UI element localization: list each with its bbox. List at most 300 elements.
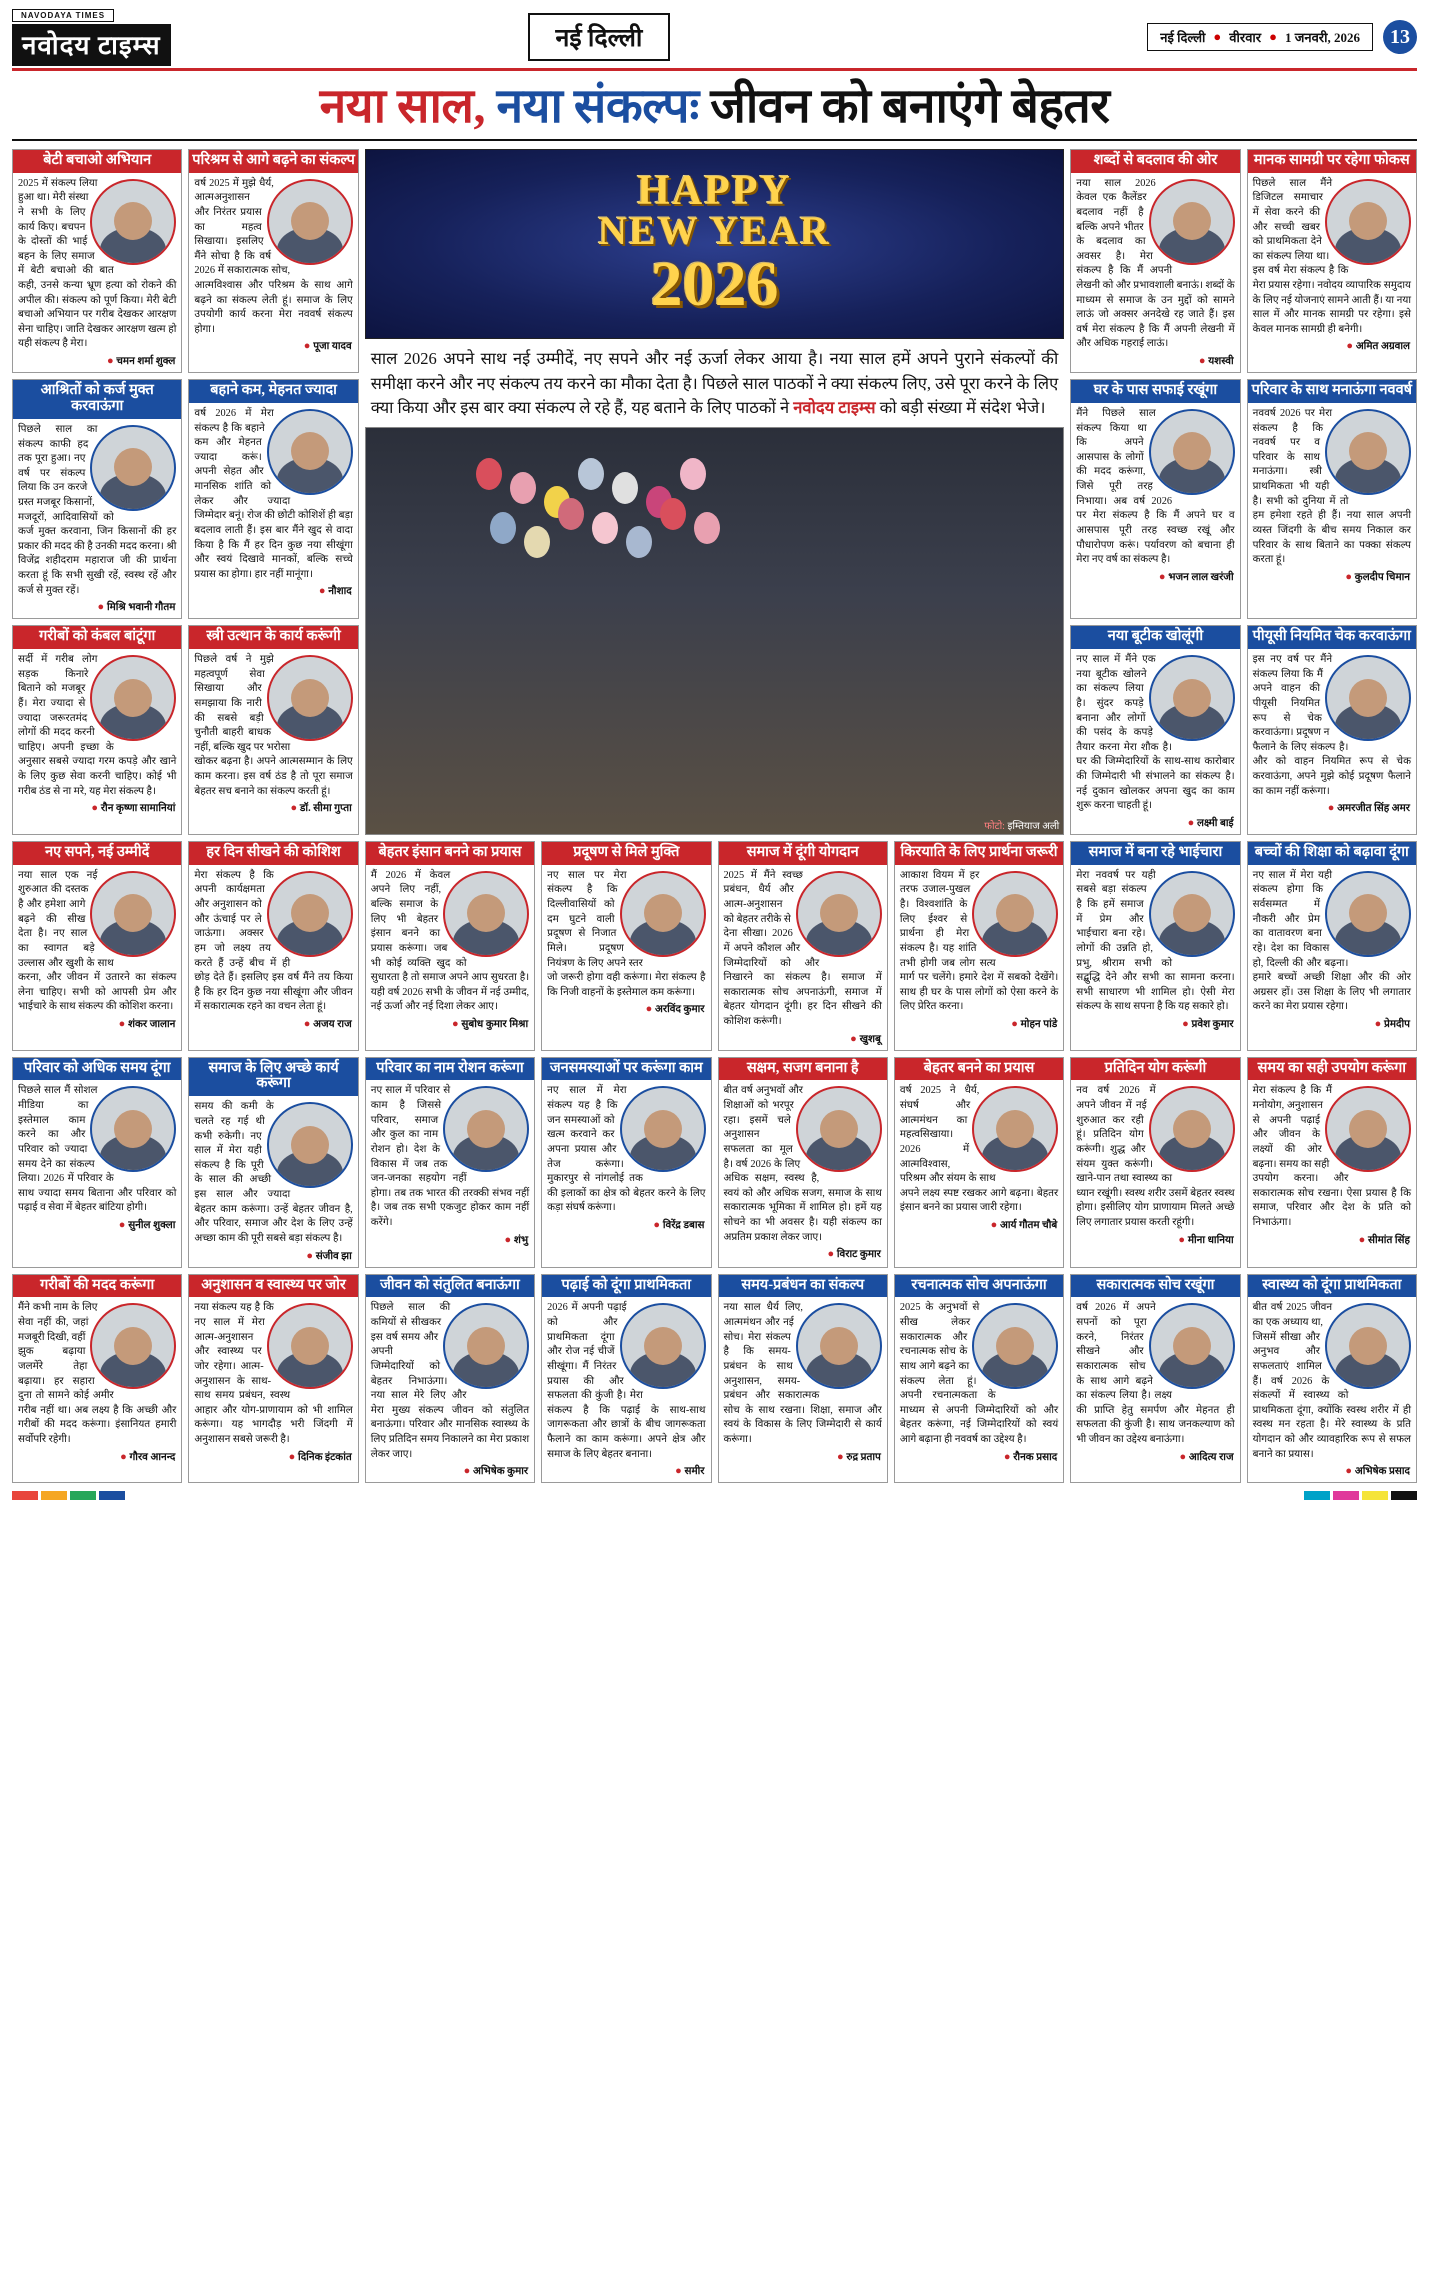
masthead <box>12 10 1417 66</box>
card-byline <box>542 1216 710 1232</box>
contributor-photo <box>1325 179 1411 265</box>
card-byline <box>1071 568 1239 584</box>
card-body <box>13 419 181 598</box>
card-title: किरयाति के लिए प्रार्थना जरूरी <box>895 842 1063 865</box>
bullet-icon: ● <box>1178 1233 1188 1246</box>
card-text: मेरा संकल्प है कि मैं मनोयोग, अनुशासन से अपनी पढ़ाई और जीवन के लक्ष्यों की ओर बढ़ना। समय का सही उपयोग करना। और सकारात्मक सोच रखना। ऐसा प्रयास है कि समाज, परिवार और देश के प्रति को निभाऊंगा। <box>1252 1085 1411 1228</box>
bullet-icon: ● <box>850 1032 860 1045</box>
card-body <box>13 173 181 352</box>
card-body <box>542 1080 710 1215</box>
resolution-card <box>1247 149 1417 373</box>
balloon-decoration <box>592 512 618 544</box>
resolution-card <box>1247 379 1417 619</box>
card-title: प्रदूषण से मिले मुक्ति <box>542 842 710 865</box>
contributor-photo <box>1149 655 1235 741</box>
contributor-photo <box>267 871 353 957</box>
contributor-photo <box>1149 1303 1235 1389</box>
card-title: समाज में दूंगी योगदान <box>719 842 887 865</box>
card-text: वर्ष 2025 में मुझे धैर्य, आत्मअनुशासन और निरंतर प्रयास का महत्व सिखाया। इसलिए मैंने सोचा है कि वर्ष 2026 में सकारात्मक सोच, आत्मविश्वास और परिश्रम के साथ आगे बढ़ने का संकल्प लेती हूं। समाज के लिए उपयोगी कार्य करना मेरा नववर्ष संकल्प होगा। <box>194 177 353 335</box>
card-byline <box>366 1231 534 1247</box>
contributor-name: सुनील शुक्ला <box>128 1219 176 1231</box>
card-text: नए साल में मैंने एक नया बूटीक खोलने का संकल्प लिया है। सुंदर कपड़े बनाना और लोगों की पसंद के कपड़े तैयार करना मेरा शौक है। घर की जिम्मेदारियों के साथ-साथ कारोबार की जिम्मेदारी भी संभालने का संकल्प है। नई दुकान खोलकर अपना खुद का काम शुरू करना चाहती हूं। <box>1076 654 1235 812</box>
card-text: नववर्ष 2026 पर मेरा संकल्प है कि नववर्ष पर व परिवार के साथ मनाऊंगा। स्त्री प्राथमिकता भी यही है। सभी को दुनिया में तो हम हमेशा रहते ही हैं। नया साल अपनी व्यस्त जिंदगी के बीच समय निकाल कर परिवार के साथ बिताने का पक्का संकल्प करता हूं। <box>1252 408 1411 566</box>
card-byline <box>1248 1462 1416 1478</box>
card-text: पिछले साल मैं सोशल मीडिया का इस्तेमाल काम करने का और परिवार को ज्यादा समय देने का संकल्प लिया। 2026 में परिवार के साथ ज्यादा समय बिताना और परिवार को पढ़ाई व सेवा में बेहतर बांटिया होगी। <box>18 1085 177 1214</box>
card-byline <box>1071 1231 1239 1247</box>
contributor-name: प्रेमदीप <box>1384 1018 1410 1030</box>
dateline-separator-1: ● <box>1213 29 1222 44</box>
card-body <box>895 1297 1063 1447</box>
balloon-decoration <box>524 526 550 558</box>
bullet-icon: ● <box>1003 1450 1014 1463</box>
balloon-decoration <box>476 458 502 490</box>
color-registration-bar <box>12 1491 1417 1506</box>
resolution-card <box>1247 625 1417 835</box>
contributor-name: पूजा यादव <box>313 341 352 353</box>
contributor-name: रौनक प्रसाद <box>1013 1451 1058 1463</box>
balloon-decoration <box>612 472 638 504</box>
card-body <box>895 865 1063 1015</box>
photo-credit-name: इम्तियाज अली <box>1007 820 1060 832</box>
page-title-part1: नया साल, <box>319 80 497 133</box>
resolution-card <box>365 1057 535 1268</box>
resolution-card <box>188 149 358 373</box>
contributor-photo <box>972 871 1058 957</box>
card-text: नया साल 2026 केवल एक कैलेंडर बदलाव नहीं है बल्कि अपने भीतर के बदलाव का अवसर है। मेरा संकल्प है कि मैं अपनी लेखनी को और प्रभावशाली बनाऊं। शब्दों के माध्यम से समाज के उन मुद्दों को सामने लाऊं जो अक्सर अनदेखे रह जाते हैं। इस वर्ष मेरा संकल्प है कि मैं अपनी लेखनी में और अधिक गहराई लाऊं। <box>1076 177 1235 350</box>
card-body <box>1248 173 1416 338</box>
card-byline <box>895 1015 1063 1031</box>
card-body <box>1071 649 1239 814</box>
contributor-photo <box>620 871 706 957</box>
contributor-photo <box>90 179 176 265</box>
contributor-photo <box>1149 179 1235 265</box>
card-title: परिश्रम से आगे बढ़ने का संकल्प <box>189 150 357 173</box>
resolution-card <box>1247 1057 1417 1268</box>
resolution-card <box>365 841 535 1051</box>
card-body <box>13 649 181 799</box>
resolution-card <box>894 1057 1064 1268</box>
card-title: शब्दों से बदलाव की ओर <box>1071 150 1239 173</box>
resolution-card <box>12 1057 182 1268</box>
card-text: मेरा नववर्ष पर यही सबसे बड़ा संकल्प है कि हमें समाज में प्रेम और भाईचारा बना रहे। लोगों की उन्नति हो, प्रभु, श्रीराम सभी को सद्बुद्धि देने और सभी का सामना करना। सभी साधारण भी शामिल हो। ऐसी मेरा संकल्प के साथ सपना है कि यह सकारे हो। <box>1076 869 1235 1013</box>
contributor-name: रौन कृष्णा सामानियां <box>100 803 176 815</box>
bullet-icon: ● <box>645 1003 656 1016</box>
resolution-card <box>188 1057 358 1268</box>
card-body <box>366 1080 534 1230</box>
contributor-photo <box>1149 409 1235 495</box>
resolution-card <box>718 841 888 1051</box>
resolution-card <box>12 149 182 373</box>
card-byline <box>719 1030 887 1046</box>
contributor-name: मोहन पांडे <box>1020 1018 1058 1030</box>
card-title: समाज के लिए अच्छे कार्य करूंगा <box>189 1058 357 1097</box>
card-title: प्रतिदिन योग करूंगी <box>1071 1058 1239 1081</box>
banner-line-1: HAPPY <box>637 167 792 214</box>
contributor-photo <box>90 871 176 957</box>
bullet-icon: ● <box>97 601 107 614</box>
resolution-card <box>12 841 182 1051</box>
contributor-photo <box>267 409 353 495</box>
card-byline <box>719 1448 887 1464</box>
card-byline <box>1071 352 1239 368</box>
contributor-photo <box>796 871 882 957</box>
card-title: पीयूसी नियमित चेक करवाऊंगा <box>1248 626 1416 649</box>
card-body <box>1248 649 1416 799</box>
card-text: बीत वर्ष अनुभवों और शिक्षाओं को भरपूर रहा। इसमें चले अनुशासन सफलता का मूल है। वर्ष 2026 के लिए अधिक सक्षम, स्वस्थ है, स्वयं को और अधिक सजग, समाज के साथ सकारात्मक भूमिका में शामिल हो। हमें यह सोचने का भी अवसर है। यही संकल्प का अप्रतिम प्रकाश लेकर जाए। <box>723 1085 882 1243</box>
contributor-name: यशस्वी <box>1208 356 1234 368</box>
contributor-photo <box>90 655 176 741</box>
card-body <box>366 865 534 1015</box>
card-byline <box>895 1216 1063 1232</box>
resolution-card <box>541 1274 711 1484</box>
resolution-card <box>12 625 182 835</box>
card-title: बेटी बचाओ अभियान <box>13 150 181 173</box>
bullet-icon: ● <box>303 340 314 353</box>
card-byline <box>1248 337 1416 353</box>
card-title: जनसमस्याओं पर करूंगा काम <box>542 1058 710 1081</box>
card-text: वर्ष 2026 में मेरा संकल्प है कि बहाने कम और मेहनत ज्यादा करूं। अपनी सेहत और मानसिक शांति को लेकर और ज्यादा जिम्मेदार बनूं। रोज की छोटी कोशिशें ही बड़ा बदलाव लाती हैं। इस बार मैंने खुद से वादा किया है कि मैं हर दिन कुछ नया सीखूंगा और स्वयं दिखावे मानकों, बल्कि सच्चे प्रयास का होगा। हार नहीं मानूंगा। <box>194 408 353 580</box>
bullet-icon: ● <box>1374 1017 1384 1030</box>
bullet-icon: ● <box>463 1465 473 1478</box>
bullet-icon: ● <box>1198 355 1209 368</box>
bullet-icon: ● <box>1346 340 1356 353</box>
card-text: नए साल पर मेरा संकल्प है कि दिल्लीवासियों को दम घुटने वाली प्रदूषण से निजात मिले। प्रदूषण नियंत्रण के लिए अपने स्तर जो जरूरी होगा वही करूंगा। मेरा संकल्प है कि निजी वाहनों के इस्तेमाल कम करूंगा। <box>547 869 706 998</box>
card-text: मैं 2026 में केवल अपने लिए नहीं, बल्कि समाज के लिए भी बेहतर इंसान बनने का प्रयास करूंगा। जब भी कोई व्यक्ति खुद को सुधारता है तो समाज अपने आप सुधरता है। यही वर्ष 2026 सभी के जीवन में नई उम्मीद, नई ऊर्जा और नई दिशा लेकर आए। <box>370 869 530 1013</box>
card-body <box>13 1080 181 1215</box>
color-swatch <box>1391 1491 1417 1500</box>
card-title: नया बूटीक खोलूंगी <box>1071 626 1239 649</box>
card-text: पिछले साल की कमियों से सीखकर इस वर्ष समय और अपनी जिम्मेदारियों को बेहतर निभाऊंगा। नया साल मेरे लिए और मेरा मुख्य संकल्प जीवन को संतुलित बनाऊंगा। परिवार और मानसिक स्वास्थ्य के लिए प्रतिदिन समय निकालने का मेरा प्रकाश लेकर जाए। <box>370 1302 530 1460</box>
contributor-photo <box>267 1102 353 1188</box>
bullet-icon: ● <box>1182 1017 1192 1030</box>
bullet-icon: ● <box>318 585 329 598</box>
card-byline <box>366 1462 534 1478</box>
bullet-icon: ● <box>106 355 117 368</box>
card-byline <box>1248 799 1416 815</box>
card-body <box>189 1297 357 1447</box>
contributor-name: चमन शर्मा शुक्ल <box>116 356 176 368</box>
card-body <box>189 403 357 582</box>
contributor-name: रुद्र प्रताप <box>846 1451 881 1463</box>
card-byline <box>13 1216 181 1232</box>
card-text: नया साल एक नई शुरुआत की दस्तक है और हमेशा आगे बढ़ने की सीख देता है। नए साल का स्वागत बड़े उल्लास और खुशी के साथ करना, और जीवन में उतारने का संकल्प लेना चाहिए। सभी को आपसी प्रेम और भाईचारे के साथ संकल्प की कोशिश करना। <box>18 869 177 1013</box>
bullet-icon: ● <box>675 1465 685 1478</box>
card-byline <box>719 1245 887 1261</box>
card-body <box>1071 1297 1239 1447</box>
bullet-icon: ● <box>1345 1465 1355 1478</box>
contributor-name: आर्य गौतम चौबे <box>1000 1219 1058 1231</box>
bullet-icon: ● <box>653 1218 663 1231</box>
banner-year: 2026 <box>650 247 779 319</box>
contributor-photo <box>267 655 353 741</box>
contributor-photo <box>620 1303 706 1389</box>
card-body <box>189 1096 357 1246</box>
bullet-icon: ● <box>990 1218 1001 1231</box>
contributor-name: आदित्य राज <box>1188 1451 1234 1463</box>
contributor-name: अभिषेक प्रसाद <box>1354 1466 1410 1478</box>
card-text: बीत वर्ष 2025 जीवन का एक अध्याय था, जिसमें सीखा और अनुभव और सफलताएं शामिल हैं। वर्ष 2026 के संकल्पों में स्वास्थ्य को प्राथमिकता दूंगा, क्योंकि स्वस्थ शरीर में ही स्वस्थ मन रहता है। मेरे स्वास्थ्य के प्रति योगदान को और व्यावहारिक रूप से सफल बनाने का प्रयास। <box>1252 1302 1411 1460</box>
card-title: अनुशासन व स्वास्थ्य पर जोर <box>189 1275 357 1298</box>
card-body <box>1071 1080 1239 1230</box>
page-title <box>12 71 1417 139</box>
contributor-name: लक्ष्मी बाई <box>1197 817 1234 829</box>
bullet-icon: ● <box>118 1218 129 1231</box>
card-text: पिछले साल का संकल्प काफी हद तक पूरा हुआ। नए वर्ष पर संकल्प लिया कि उन करजे ग्रस्त मजबूर किसानों, मजदूरों, आदिवासियों को कर्ज मुक्त करवाना, जिन किसानों की हर प्रकार की मदद की है उनकी मदद करना। श्री विजेंद्र शहीदराम महाराज जी की प्रार्थना करता हूं कि सभी सुखी रहें, स्वस्थ रहें और कर्ज से मुक्त रहें। <box>18 423 177 596</box>
bullet-icon: ● <box>452 1017 462 1030</box>
contributor-name: गौरव आनन्द <box>129 1451 176 1463</box>
card-body <box>1248 865 1416 1015</box>
bullet-icon: ● <box>288 1450 299 1463</box>
resolution-card <box>188 841 358 1051</box>
contributor-name: अमित अग्रवाल <box>1355 341 1410 353</box>
contributor-name: कुलदीप चिमान <box>1354 571 1410 583</box>
bullet-icon: ● <box>118 1017 128 1030</box>
photo-credit-label: फोटो: <box>984 820 1005 832</box>
contributor-name: नौशाद <box>328 586 352 598</box>
card-byline <box>366 1015 534 1031</box>
contributor-name: मीना धानिया <box>1187 1234 1234 1246</box>
contributor-photo <box>972 1086 1058 1172</box>
contributor-name: अरविंद कुमार <box>655 1004 705 1016</box>
card-body <box>189 649 357 799</box>
card-body <box>1071 173 1239 352</box>
dateline-day: वीरवार <box>1229 30 1262 45</box>
contributor-photo <box>620 1086 706 1172</box>
balloon-decoration <box>694 512 720 544</box>
resolution-card <box>894 841 1064 1051</box>
balloon-decoration <box>578 458 604 490</box>
intro-text-main: साल 2026 अपने साथ नई उम्मीदें, नए सपने और नई ऊर्जा लेकर आया है। नया साल हमें अपने पुराने संकल्पों की समीक्षा करने और नए संकल्प तय करने का मौका देता है। पिछले साल पाठकों ने क्या संकल्प लिए, उसे पूरा करने के लिए क्या किया और इस बार क्या संकल्प ले रहे हैं, यह बताने के लिए पाठकों ने <box>370 348 1059 418</box>
contributor-photo <box>796 1086 882 1172</box>
resolution-card <box>718 1274 888 1484</box>
bullet-icon: ● <box>837 1450 847 1463</box>
intro-brand: नवोदय टाइम्स <box>793 398 876 418</box>
bullet-icon: ● <box>290 802 300 815</box>
card-title: सकारात्मक सोच रखूंगा <box>1071 1275 1239 1298</box>
contributor-name: प्रवेश कुमार <box>1191 1018 1234 1030</box>
card-byline <box>1071 814 1239 830</box>
card-title: सक्षम, सजग बनाना है <box>719 1058 887 1081</box>
contributor-photo <box>1325 1086 1411 1172</box>
card-text: मैंने कभी नाम के लिए सेवा नहीं की, जहां मजबूरी दिखी, वहीं झुक बढ़ाया जलमेंरे तेहा बढ़ाया। हर सहारा दुना तो सामने कोई अमीर गरीब नहीं था। अब लक्ष्य है कि अच्छी और गरीबों की मदद करूंगा। इंसानियत हमारी सर्वोपरि रहेगी। <box>18 1302 177 1445</box>
card-text: मैंने पिछले साल संकल्प किया था कि अपने आसपास के लोगों की मदद करूंगा, जिसे पूरी तरह निभाया। अब वर्ष 2026 पर मेरा संकल्प है कि मैं अपने घर व आसपास पूरी तरह स्वच्छ रखूं और पौधारोपण करूं। पर्यावरण को बचाना ही मेरा नए वर्ष का संकल्प है। <box>1076 408 1235 566</box>
contributor-photo <box>90 425 176 511</box>
card-byline <box>13 598 181 614</box>
bullet-icon: ● <box>1345 570 1355 583</box>
contributor-name: विराट कुमार <box>836 1249 881 1261</box>
card-body <box>1248 1297 1416 1462</box>
contributor-photo <box>1149 1086 1235 1172</box>
card-byline <box>1071 1015 1239 1031</box>
balloon-decoration <box>510 472 536 504</box>
dateline-city: नई दिल्ली <box>1160 30 1206 45</box>
bullet-icon: ● <box>1187 816 1198 829</box>
color-swatch <box>1362 1491 1388 1500</box>
card-body <box>719 865 887 1030</box>
card-title: समय का सही उपयोग करूंगा <box>1248 1058 1416 1081</box>
card-text: मेरा संकल्प है कि अपनी कार्यक्षमता और अनुशासन को और ऊंचाई पर ले जाऊंगा। अक्सर हम जो लक्ष्य तय करते हैं उन्हें बीच में ही छोड़ देते हैं। इसलिए इस वर्ष मैंने तय किया है कि हर दिन कुछ नया सीखूंगा और जीवन में सकारात्मक रहने का वचन लेता हूं। <box>194 869 353 1013</box>
contributor-name: शंभु <box>513 1234 529 1246</box>
resolution-card <box>1070 625 1240 835</box>
photo-credit <box>984 818 1059 832</box>
intro-text-tail: को बड़ी संख्या में संदेश भेजे। <box>875 398 1046 418</box>
bullet-icon: ● <box>1327 802 1338 815</box>
resolution-card <box>541 841 711 1051</box>
contributor-name: विरेंद्र डबास <box>662 1219 705 1231</box>
card-byline <box>189 1247 357 1263</box>
feature-photo <box>365 427 1065 835</box>
dateline <box>1147 23 1373 51</box>
card-title: बेहतर इंसान बनने का प्रयास <box>366 842 534 865</box>
card-text: पिछले वर्ष ने मुझे महत्वपूर्ण सेवा सिखाया और समझाया कि नारी की सबसे बड़ी चुनौती बाहरी बाधक नहीं, बल्कि खुद पर भरोसा खोकर बढ़ना है। अपने आत्मसम्मान के लिए काम करना। इस वर्ष ठंड है तो पूरा समाज बेहतर सच बनाने का संकल्प करती हूं। <box>194 654 353 797</box>
card-byline <box>542 1000 710 1016</box>
center-feature <box>365 149 1065 835</box>
contributor-photo <box>1149 871 1235 957</box>
card-title: बच्चों की शिक्षा को बढ़ावा दूंगा <box>1248 842 1416 865</box>
card-body <box>719 1297 887 1447</box>
contributor-name: समीर <box>684 1466 705 1478</box>
resolution-card <box>1070 1274 1240 1484</box>
bullet-icon: ● <box>1158 570 1169 583</box>
card-title: मानक सामग्री पर रहेगा फोकस <box>1248 150 1416 173</box>
card-body <box>895 1080 1063 1215</box>
dateline-separator-2: ● <box>1269 29 1277 44</box>
card-byline <box>1248 1231 1416 1247</box>
card-byline <box>13 1448 181 1464</box>
card-body <box>719 1080 887 1245</box>
resolution-card <box>188 625 358 835</box>
card-byline <box>13 1015 181 1031</box>
balloon-decoration <box>558 498 584 530</box>
card-body <box>1071 403 1239 568</box>
card-title: पढ़ाई को दूंगा प्राथमिकता <box>542 1275 710 1298</box>
card-byline <box>1248 1015 1416 1031</box>
card-text: 2025 में संकल्प लिया हुआ था। मेरी संस्था ने सभी के लिए कार्य किए। बचपन के दोस्तों की भाई बहन के लिए समाज में बेटी बचाओ की बात कही, उनसे कन्या भ्रूण हत्या को रोकने की अपील की। संकल्प को पूर्ण किया। मेरी बेटी बचाओ अभियान पर गरीब देखकर आरक्षण सेना चाहिए। जाति देखकर आरक्षण खत्म हो यही संकल्प है मेरा। <box>18 177 177 350</box>
contributor-photo <box>267 1303 353 1389</box>
card-text: वर्ष 2026 में अपने सपनों को पूरा करने, निरंतर सीखने और सकारात्मक सोच के साथ आगे बढ़ने का संकल्प लिया है। लक्ष्य की प्राप्ति हेतु समर्पण और मेहनत ही सफलता की कुंजी है। साथ जनकल्याण को भी जीवन का उद्देश्य बनाऊंगा। <box>1076 1302 1235 1445</box>
resolution-card <box>541 1057 711 1268</box>
balloon-decoration <box>680 458 706 490</box>
card-title: परिवार के साथ मनाऊंगा नववर्ष <box>1248 380 1416 403</box>
card-text: 2025 में मैंने स्वच्छ प्रबंधन, धैर्य और आत्म-अनुशासन को बेहतर तरीके से देना सीखा। 2026 में अपने कौशल और जिम्मेदारियों को और निखारने का संकल्प है। समाज में सकारात्मक सोच अपनाऊंगी, समाज में बेहतर योगदान दूंगी। हर दिन सीखने की कोशिश करूंगी। <box>723 869 882 1027</box>
card-text: नव वर्ष 2026 में अपने जीवन में नई शुरुआत कर रही हूं। प्रतिदिन योग करूंगी। शुद्ध और संयम युक्त करूंगी। खाने-पान तथा स्वास्थ्य का ध्यान रखूंगी। स्वस्थ शरीर उसमें बेहतर स्वस्थ होगा। इसीलिए योग प्राणायाम मिलते अच्छे लिए लगातार प्रयास करती रहूंगी। <box>1076 1085 1235 1228</box>
resolution-card <box>1070 379 1240 619</box>
contributor-name: शंकर जालान <box>128 1018 176 1030</box>
card-title: गरीबों को कंबल बांटूंगा <box>13 626 181 649</box>
color-swatch <box>12 1491 38 1500</box>
card-text: वर्ष 2025 ने धैर्य, संघर्ष और आत्ममंथन का महत्वसिखाया। 2026 में आत्मविश्वास, परिश्रम और संयम के साथ अपने लक्ष्य स्पष्ट रखकर आगे बढ़ना। बेहतर इंसान बनने का प्रयास जारी रहेगा। <box>899 1085 1059 1214</box>
resolution-card <box>894 1274 1064 1484</box>
contributor-name: मिश्रि भवानी गौतम <box>106 602 176 614</box>
card-text: आकाश वियम में हर तरफ उजाल-पुखल है। विश्वशांति के लिए ईश्वर से प्रार्थना ही मेरा संकल्प है। यह शांति तभी होगी जब लोग सत्य मार्ग पर चलेंगे। हमारे देश में सबको देखेंगे। साथ ही घर के पास लोगों को ऐसा करने के लिए प्रेरित करना। <box>899 869 1059 1013</box>
card-title: गरीबों की मदद करूंगा <box>13 1275 181 1298</box>
bullet-icon: ● <box>91 802 101 815</box>
page-title-part2: नया संकल्पः <box>496 80 699 133</box>
card-body <box>1248 1080 1416 1230</box>
card-body <box>366 1297 534 1462</box>
logo-hindi-name: नवोदय टाइम्स <box>12 24 171 66</box>
card-body <box>189 173 357 338</box>
color-swatch <box>1333 1491 1359 1500</box>
card-text: नया साल धैर्य लिए, आत्ममंथन और नई सोच। मेरा संकल्प है कि समय-प्रबंधन के साथ अनुशासन, समय-प्रबंधन और सकारात्मक सोच के साथ रखना। शिक्षा, समाज और स्वयं के विकास के लिए जिम्मेदारी से कार्य करूंगा। <box>723 1302 882 1445</box>
contributor-name: संजीव झा <box>315 1250 352 1262</box>
card-body <box>542 1297 710 1462</box>
card-text: 2025 के अनुभवों से सीख लेकर सकारात्मक और रचनात्मक सोच के साथ आगे बढ़ने का संकल्प लेता हूं। अपनी रचनात्मकता के माध्यम से अपनी जिम्मेदारियों को और बेहतर करूंगा, नई जिम्मेदारियों को स्वयं आगे बढ़ाना ही नववर्ष का उद्देश्य है। <box>899 1302 1059 1445</box>
newspaper-logo <box>12 9 171 66</box>
contributor-photo <box>90 1303 176 1389</box>
card-text: 2026 में अपनी पढ़ाई को और प्राथमिकता दूंगा और रोज नई चीजें सीखूंगा। मैं निरंतर प्रयास की और सफलता की कुंजी है। मेरा संकल्प है कि पढ़ाई के साथ-साथ जागरूकता और छात्रों के बीच जागरूकता फैलाने का काम करूंगा। अपने क्षेत्र और समाज के लिए बेहतर बनाना। <box>547 1302 706 1460</box>
color-swatch <box>99 1491 125 1500</box>
bullet-icon: ● <box>504 1233 514 1246</box>
resolution-card <box>1247 841 1417 1051</box>
contributor-name: दिनिक इंटकांत <box>298 1451 352 1463</box>
card-text: नए साल में परिवार से काम है जिससे परिवार, समाज और कुल का नाम रोशन हो। देश के विकास में जब तक जन-जनका सहयोग नहीं होगा। तब तक भारत की तरक्की संभव नहीं है। जब तक सभी एकजुट होकर काम नहीं करेंगे। <box>370 1085 530 1228</box>
contributor-photo <box>267 179 353 265</box>
balloon-decoration <box>660 498 686 530</box>
resolution-card <box>188 379 358 619</box>
card-title: रचनात्मक सोच अपनाऊंगा <box>895 1275 1063 1298</box>
card-title: परिवार का नाम रोशन करूंगा <box>366 1058 534 1081</box>
card-byline <box>13 352 181 368</box>
bullet-icon: ● <box>120 1450 130 1463</box>
card-byline <box>189 582 357 598</box>
masthead-right <box>1147 20 1417 54</box>
bullet-icon: ● <box>303 1017 314 1030</box>
contributor-photo <box>796 1303 882 1389</box>
headline-rule <box>12 139 1417 141</box>
card-text: समय की कमी के चलते रह गई थी कभी रुकेगी। नए साल में मेरा यही संकल्प है कि पूरी के साल की अच्छी इस साल और ज्यादा बेहतर काम करूंगा। उन्हें बेहतर जीवन है, और परिवार, समाज और देश के लिए उन्हें अच्छा काम की पूरी सबसे बड़ा संकल्प है। <box>194 1101 353 1244</box>
balloon-decoration <box>490 512 516 544</box>
card-title: आश्रितों को कर्ज मुक्त करवाऊंगा <box>13 380 181 419</box>
contributor-name: भजन लाल खरंजी <box>1168 571 1234 583</box>
contributor-photo <box>443 871 529 957</box>
card-text: सर्दी में गरीब लोग सड़क किनारे बिताने को मजबूर हैं। मेरा ज्यादा से ज्यादा जरूरतमंद लोगों की मदद करनी चाहिए। अपनी इच्छा के अनुसार सबसे ज्यादा गरम कपड़े और खाने के लिए कुछ सेवा करनी चाहिए। कोई भी गरीब ठंड से ना मरे, यह मेरा संकल्प है। <box>18 654 177 797</box>
contributor-name: अमरजीत सिंह अमर <box>1337 803 1410 815</box>
edition-badge: नई दिल्ली <box>528 13 671 61</box>
resolution-card <box>1070 841 1240 1051</box>
contributor-photo <box>1325 409 1411 495</box>
card-title: परिवार को अधिक समय दूंगा <box>13 1058 181 1081</box>
card-title: बहाने कम, मेहनत ज्यादा <box>189 380 357 403</box>
card-body <box>1248 403 1416 568</box>
contributor-photo <box>972 1303 1058 1389</box>
card-byline <box>895 1448 1063 1464</box>
card-body <box>13 1297 181 1447</box>
card-byline <box>1071 1448 1239 1464</box>
bullet-icon: ● <box>827 1248 837 1261</box>
resolution-card <box>1070 149 1240 373</box>
card-title: जीवन को संतुलित बनाऊंगा <box>366 1275 534 1298</box>
card-title: समाज में बना रहे भाईचारा <box>1071 842 1239 865</box>
card-text: नए साल में मेरा संकल्प यह है कि जन समस्याओं को खत्म करवाने कर अपना प्रयास और तेज करूंगा। मुकारपुर से नांगलोई तक की इलाकों का क्षेत्र को बेहतर करने के लिए कड़ा संघर्ष करूंगा। <box>547 1085 706 1214</box>
intro-paragraph <box>365 339 1065 427</box>
card-title: हर दिन सीखने की कोशिश <box>189 842 357 865</box>
card-body <box>13 865 181 1015</box>
contributor-name: डॉ. सीमा गुप्ता <box>299 803 352 815</box>
bullet-icon: ● <box>1011 1017 1021 1030</box>
happy-new-year-banner <box>365 149 1065 339</box>
balloon-decoration <box>626 526 652 558</box>
resolution-card <box>365 1274 535 1484</box>
card-title: बेहतर बनने का प्रयास <box>895 1058 1063 1081</box>
bullet-icon: ● <box>1179 1450 1189 1463</box>
contributor-name: अजय राज <box>313 1018 352 1030</box>
resolution-card <box>718 1057 888 1268</box>
card-text: नया संकल्प यह है कि नए साल में मेरा आत्म-अनुशासन और स्वास्थ्य पर जोर रहेगा। आत्म-अनुशासन के साथ-साथ समय प्रबंधन, स्वस्थ आहार और योग-प्राणायाम को भी शामिल करूंगा। यह भागदौड़ भरी जिंदगी में अनुशासन सबसे जरूरी है। <box>194 1302 353 1445</box>
card-body <box>1071 865 1239 1015</box>
card-text: पिछले साल मैंने डिजिटल समाचार में सेवा करने की और सच्ची खबर को प्राथमिकता देने का संकल्प लिया था। इस वर्ष मेरा संकल्प है कि मेरा प्रयास रहेगा। नवोदय व्यापारिक समुदाय के लिए नई योजनाएं सामने आती हैं। या नया साल में और मानक सामग्री पर रहेगा। इसे केवल मानक सामग्री ही बनेगी। <box>1252 177 1411 335</box>
contributor-photo <box>1325 655 1411 741</box>
